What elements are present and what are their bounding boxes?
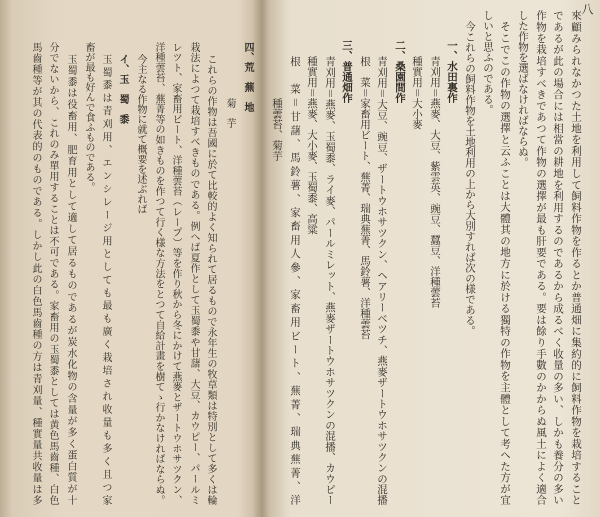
page-number: 八 (580, 3, 594, 15)
crop-list-item: 青刈用＝燕麥、大豆、紫雲英、豌豆、蠶豆、洋種蕓苔 (429, 56, 441, 308)
text-column: 分でないから、これのみ單用することは不可である。家畜用の玉蜀黍としては黄色馬齒種、白色 (47, 42, 58, 505)
text-column: 玉蜀黍は青刈用、エンシレージ用としても最も廣く栽培され收量も多く且つ家 (100, 54, 111, 505)
section-heading: 四、荒 蕪 地 (242, 42, 253, 112)
crop-list-item: 根 菜＝甘藷、馬鈴薯、家畜用人參、家畜用ビート、蕪菁、瑞典蕪菁、洋 (289, 56, 301, 505)
text-column: 今これらの飼料作物を土地利用の上から大別すれば次の様である。 (464, 21, 476, 336)
subsection-heading: イ、玉 蜀 黍 (117, 54, 128, 124)
section-heading: 二、桑園間作 (394, 40, 406, 103)
crop-list-item: 菊 芋 (224, 98, 235, 128)
right-page (262, 0, 600, 517)
crop-list-item: 青刈用＝大豆、豌豆、ザートウホサツクン、ヘアリーベツチ、燕麥ザートウホサツクンの混播 (376, 56, 388, 505)
text-column: 畜が最も好んで食ふものである。 (83, 42, 94, 192)
text-column: した作物を選ばなければならぬ。 (517, 10, 529, 168)
text-column: これらの作物は吾國に於て比較的よく知られて居るもので永年生の牧草類は特別として多くは輪 (205, 54, 216, 505)
text-column: 今主なる作物に就て概要を述ぶれば (135, 54, 146, 214)
text-column: 來顧みられなかつた土地を利用して飼料作物を作るとか普通畑に集約的に飼料作物を栽培すること (570, 10, 582, 506)
text-column: 栽法によつて栽培すべきものである。例へば夏作として玉蜀黍や甘藷、大豆、カウピー、パールミ (188, 42, 199, 505)
crop-list-item: 青刈用＝燕麥、玉蜀黍、ライ麥、パールミレット、燕麥ザートウホサツクンの混播、カウピー (324, 56, 336, 505)
text-column: しいと思ふのである。 (482, 10, 494, 115)
text-column: 洋種蕓苔、蕪菁等の如きものを作つて行く様な方法をとつて自給計畫を樹てゝ行かなければならぬ。 (153, 42, 164, 505)
text-column: 玉蜀黍は役畜用、肥育用として適して居るものであるが炭水化物の含量が多く蛋白質が十 (65, 54, 76, 505)
section-heading: 一、水田裏作 (446, 40, 458, 103)
crop-list-item: 種實用＝大小麥 (411, 56, 423, 130)
crop-list-item: 根 菜＝家畜用ビート、蕪菁、瑞典蕪菁、馬鈴薯、洋種蕓苔 (359, 56, 371, 340)
text-column: そこでこの作物の選擇と云ふことは大體其の地方に於ける獨特の作物を主體として考へた方が宜 (499, 21, 511, 505)
text-column: であるが此の場合には相當の耕地を利用するのであるから成るべく收量の多い、しかも養分の多い (552, 10, 564, 505)
section-heading: 三、普通畑作 (341, 40, 353, 103)
text-column: 馬齒種等が其の代表的のものである。しかし此の白色馬齒種の方は青刈量、種實量共收量は多 (30, 42, 41, 505)
crop-list-item: 種實用＝燕麥、大小麥、玉蜀黍、高粱 (306, 56, 318, 235)
text-column: レツト、家畜用ビート、洋種蕓苔（レープ）等を作り秋から冬にかけて燕麥とザートウホサツクン、 (170, 42, 181, 505)
left-page (0, 0, 258, 517)
text-column: 作物を栽培すべきであつて作物の選擇が最も肝要である。要は餘り手數のかからぬ風土によく適合 (535, 10, 547, 506)
crop-list-item: 種蕓苔、菊芋 (271, 98, 283, 161)
